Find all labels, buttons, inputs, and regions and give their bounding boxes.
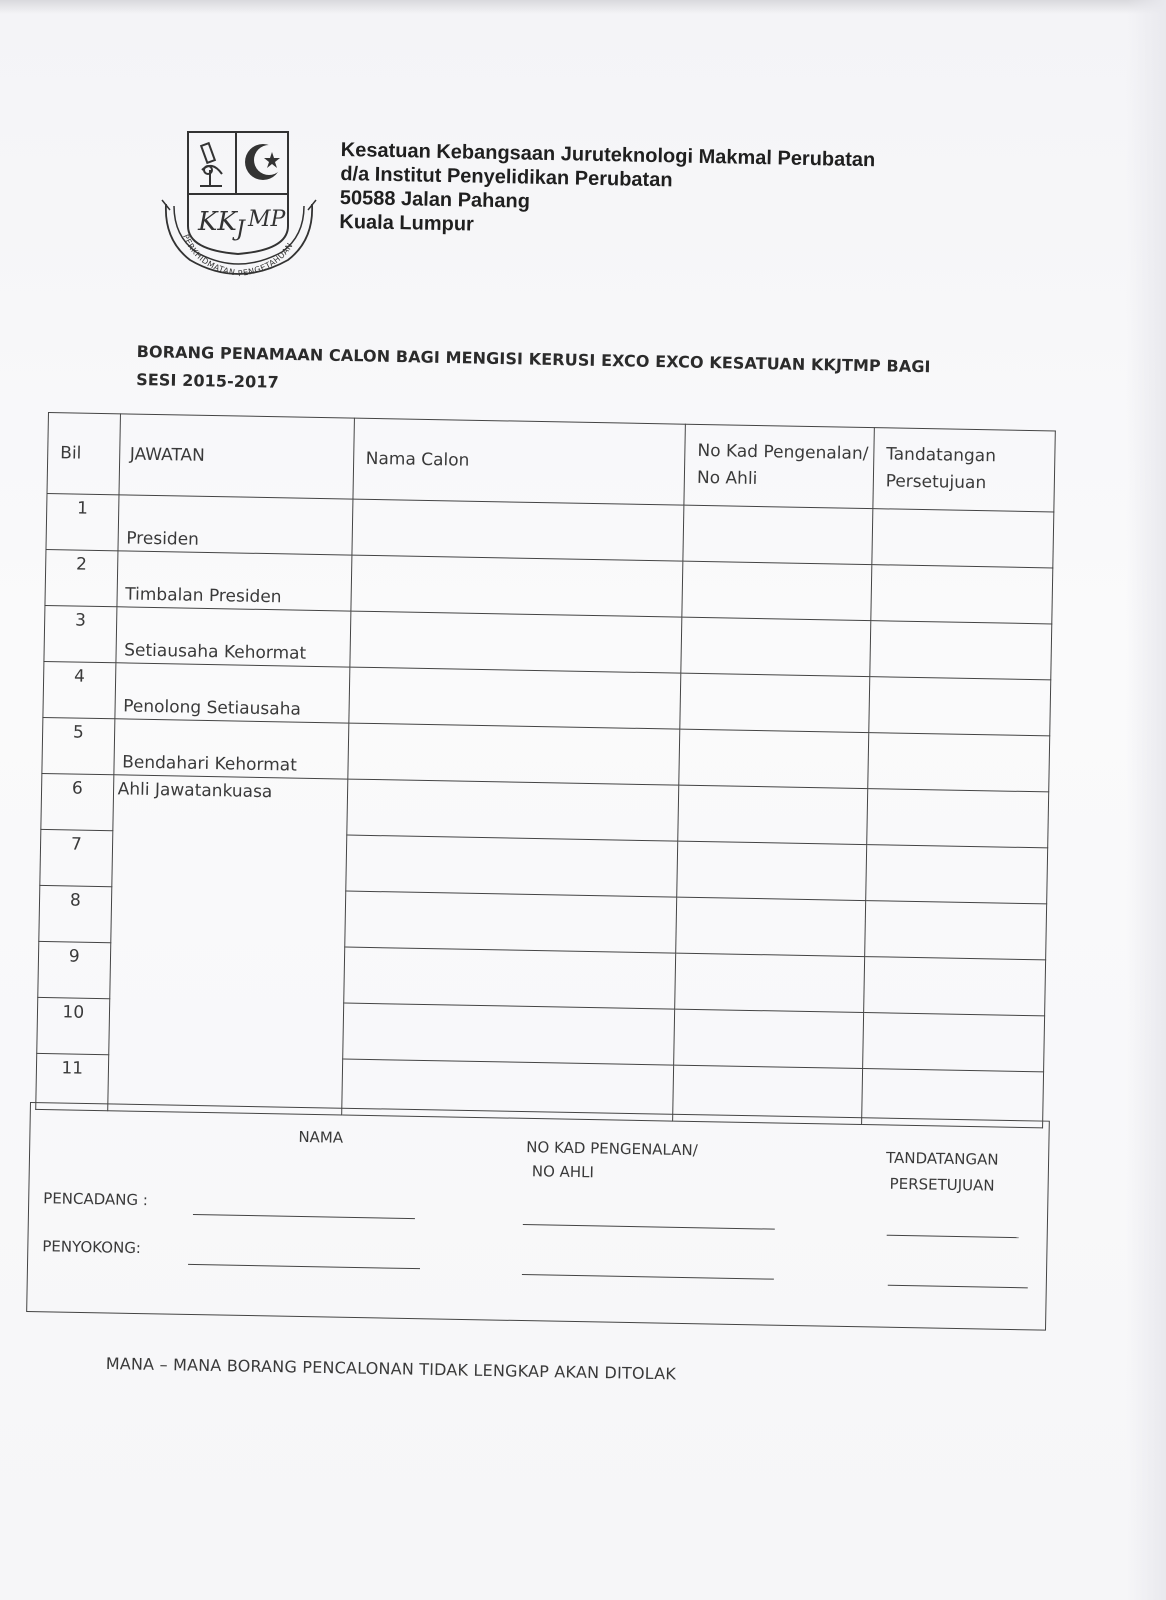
- nama-calon-cell[interactable]: [350, 555, 683, 617]
- org-care-of: d/a Institut Penyelidikan Perubatan: [340, 162, 673, 192]
- no-kad-cell[interactable]: [677, 841, 867, 900]
- no-kad-cell[interactable]: [675, 953, 865, 1012]
- pencadang-nama-line[interactable]: [193, 1214, 415, 1219]
- pencadang-no-kad-line[interactable]: [523, 1224, 775, 1230]
- nama-calon-cell[interactable]: [349, 611, 682, 673]
- row-number: 5: [42, 717, 115, 774]
- tandatangan-cell[interactable]: [863, 957, 1045, 1016]
- form-title-line-2: SESI 2015-2017: [136, 369, 279, 392]
- svg-text:KK: KK: [198, 207, 237, 237]
- no-kad-cell[interactable]: [679, 729, 869, 788]
- tandatangan-cell[interactable]: [868, 733, 1050, 792]
- tandatangan-cell[interactable]: [864, 901, 1046, 960]
- sig-header-no-kad-1: NO KAD PENGENALAN/: [526, 1138, 698, 1160]
- nomination-table-wrap: [35, 412, 1056, 1128]
- row-number: 8: [39, 885, 112, 942]
- row-number: 7: [40, 829, 113, 886]
- row-position: Timbalan Presiden: [117, 551, 352, 611]
- svg-text:PERKHIDMATAN-PENGETAHUAN: PERKHIDMATAN-PENGETAHUAN: [180, 233, 295, 279]
- form-title-line-1: BORANG PENAMAAN CALON BAGI MENGISI KERUSI EXCO EXCO KESATUAN KKJTMP BAGI: [136, 341, 931, 377]
- header-nama-calon: Nama Calon: [352, 418, 685, 505]
- tandatangan-cell[interactable]: [865, 845, 1047, 904]
- form-title: [136, 338, 997, 410]
- tandatangan-cell[interactable]: [871, 565, 1053, 624]
- pencadang-label: PENCADANG :: [43, 1189, 149, 1210]
- sig-header-nama: NAMA: [298, 1127, 344, 1147]
- row-position: Penolong Setiausaha: [114, 663, 349, 723]
- nama-calon-cell[interactable]: [342, 1003, 675, 1065]
- nomination-table: [35, 412, 1056, 1128]
- header-no-kad: No Kad Pengenalan/ No Ahli: [684, 424, 874, 508]
- tandatangan-cell[interactable]: [872, 509, 1054, 568]
- org-city: Kuala Lumpur: [339, 210, 475, 236]
- row-number: 6: [41, 773, 114, 830]
- svg-text:J: J: [236, 217, 245, 242]
- tandatangan-cell[interactable]: [869, 677, 1051, 736]
- row-number: 4: [43, 661, 116, 718]
- penyokong-tandatangan-line[interactable]: [888, 1285, 1028, 1289]
- scan-edge-right: [1126, 0, 1166, 1600]
- no-kad-cell[interactable]: [676, 897, 866, 956]
- tandatangan-cell[interactable]: [862, 1013, 1044, 1072]
- nama-calon-cell[interactable]: [351, 499, 684, 561]
- kkjmp-logo: [160, 130, 320, 290]
- row-number: 10: [37, 997, 110, 1054]
- organization-address: [339, 138, 981, 246]
- sig-header-no-kad-2: NO AHLI: [531, 1162, 595, 1182]
- nama-calon-cell[interactable]: [348, 667, 681, 729]
- nama-calon-cell[interactable]: [343, 947, 676, 1009]
- penyokong-label: PENYOKONG:: [42, 1237, 142, 1258]
- no-kad-cell[interactable]: [682, 561, 872, 620]
- row-position: Presiden: [118, 495, 353, 555]
- row-number: 11: [36, 1053, 109, 1110]
- footer-note: MANA – MANA BORANG PENCALONAN TIDAK LENGKAP AKAN DITOLAK: [105, 1354, 677, 1384]
- nama-calon-cell[interactable]: [344, 891, 677, 953]
- row-number: 1: [46, 493, 119, 550]
- sig-header-tandatangan-1: TANDATANGAN: [885, 1148, 999, 1169]
- tandatangan-cell[interactable]: [870, 621, 1052, 680]
- org-street: 50588 Jalan Pahang: [339, 186, 531, 213]
- svg-text:MP: MP: [248, 207, 286, 232]
- header-jawatan: JAWATAN: [119, 414, 354, 499]
- nama-calon-cell[interactable]: [346, 779, 679, 841]
- row-number: 2: [45, 549, 118, 606]
- no-kad-cell[interactable]: [674, 1009, 864, 1068]
- nama-calon-cell[interactable]: [347, 723, 680, 785]
- penyokong-nama-line[interactable]: [188, 1264, 420, 1269]
- scan-edge-top: [0, 0, 1166, 14]
- no-kad-cell[interactable]: [681, 617, 871, 676]
- org-name: Kesatuan Kebangsaan Juruteknologi Makmal Perubatan: [340, 138, 876, 172]
- row-position: Setiausaha Kehormat: [116, 607, 351, 667]
- no-kad-cell[interactable]: [680, 673, 870, 732]
- header-bil: Bil: [47, 413, 120, 495]
- row-number: 9: [38, 941, 111, 998]
- row-number: 3: [44, 605, 117, 662]
- row-position-ajk: Ahli Jawatankuasa: [107, 775, 347, 1115]
- no-kad-cell[interactable]: [683, 505, 873, 564]
- tandatangan-cell[interactable]: [867, 789, 1049, 848]
- pencadang-tandatangan-line[interactable]: [887, 1235, 1019, 1238]
- nama-calon-cell[interactable]: [345, 835, 678, 897]
- row-position: Bendahari Kehormat: [113, 719, 348, 779]
- penyokong-no-kad-line[interactable]: [522, 1274, 774, 1280]
- header-tandatangan: Tandatangan Persetujuan: [873, 428, 1056, 512]
- no-kad-cell[interactable]: [678, 785, 868, 844]
- sig-header-tandatangan-2: PERSETUJUAN: [889, 1174, 995, 1195]
- proposer-seconder-box: [26, 1102, 1050, 1331]
